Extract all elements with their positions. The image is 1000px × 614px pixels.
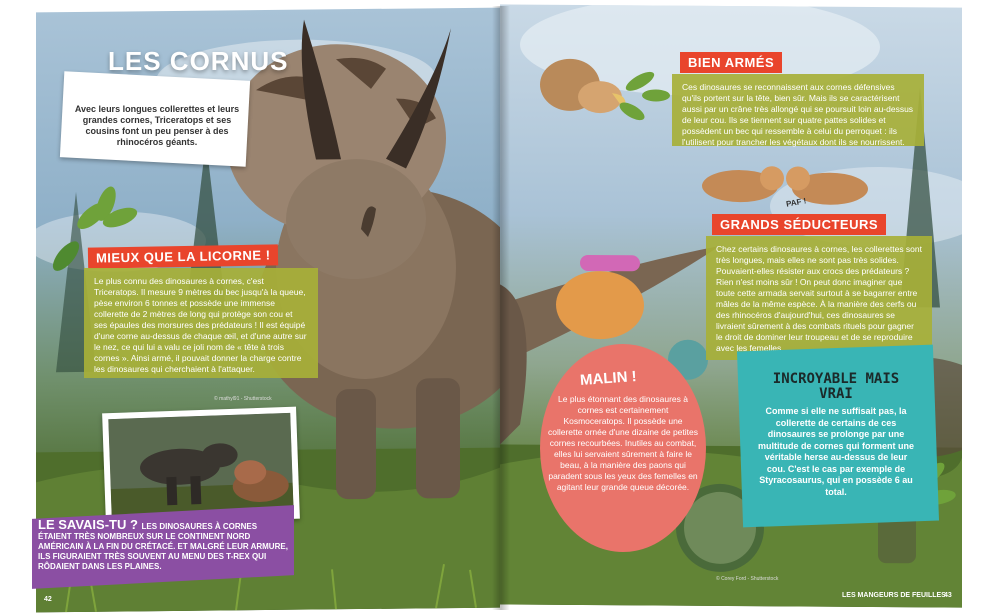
page-title: LES CORNUS xyxy=(108,46,289,76)
bien-armes-heading: BIEN ARMÉS xyxy=(680,52,782,73)
savais-tu-heading: LE SAVAIS-TU ? xyxy=(38,517,142,532)
trex-photo xyxy=(108,413,293,519)
spread-gutter xyxy=(492,6,510,610)
trex-photo-illustration xyxy=(108,413,293,519)
seducteurs-body: Chez certains dinosaures à cornes, les collerettes sont très longues, mais elles ne sont pas très solides. Pouvaient-elles résister aux crocs des prédateurs ? Rien n'est moins sûr ! On peut donc imaginer que toute cette armada servait surtout à se bagarrer entre mâles de la même espèce. À la manière des cerfs ou des rhinocéros d'aujourd'hui, ces dinosaures se livraient sûrement à des combats rituels pour gagner le droit de dominer leur troupeau et de se reproduire avec les femelles. xyxy=(706,236,932,360)
savais-tu-text xyxy=(38,517,290,572)
licorne-body: Le plus connu des dinosaures à cornes, c'est Triceratops. Il mesure 9 mètres du bec jusqu'à la queue, pèse environ 6 tonnes et possède une immense collerette de 2 mètres de long qui protège son cou et ses épaules des morsures des prédateurs ! Il est équipé d'une corne au-dessus de chaque œil, et d'une autre sur le nez, ce qui lui a valu ce joli nom de « tête à trois cornes ». Ainsi armé, il pouvait donner la charge contre les dinosaures qui cherchaient à l'attaquer. xyxy=(84,268,318,378)
malin-heading: MALIN ! xyxy=(579,368,638,389)
page-number-left: 42 xyxy=(44,596,52,603)
section-footer: LES MANGEURS DE FEUILLES xyxy=(842,592,946,599)
licorne-heading: MIEUX QUE LA LICORNE ! xyxy=(88,244,279,268)
page-number-right: 43 xyxy=(944,592,952,599)
sfx-paf: PAF ! xyxy=(785,196,807,209)
bien-armes-body: Ces dinosaures se reconnaissent aux cornes défensives qu'ils portent sur la tête, bien sûr. Mais ils se caractérisent aussi par un crâne très allongé qui se poursuit loin au-dessus de leur cou. Ils se tiennent sur quatre pattes solides et possèdent un bec qui ressemble à celui du perroquet : ils l'utilisent pour trancher les végétaux dont ils se nourrissent. xyxy=(672,74,924,146)
savais-tu-body: LES DINOSAURES À CORNES ÉTAIENT TRÈS NOMBREUX SUR LE CONTINENT NORD AMÉRICAIN À LA FIN DU CRÉTACÉ. ET MALGRÉ LEUR ARMURE, ILS FIGURAIENT TRÈS SOUVENT AU MENU DES T-REX QUI RÔDAIENT DANS LES PLAINES. xyxy=(38,522,288,571)
bottom-credit: © Corey Ford - Shutterstock xyxy=(716,576,779,582)
malin-body: Le plus étonnant des dinosaures à cornes est certainement Kosmoceratops. Il possède une collerette ornée d'une dizaine de petites cornes recourbées. Inutiles au combat, elles lui servaient sûrement à faire le beau, à la manière des paons qui paradent sous les yeux des femelles en agitant leur grande queue décorée. xyxy=(548,394,699,492)
incroyable-body: Comme si elle ne suffisait pas, la collerette de certains de ces dinosaures se prolonge par une multitude de cornes qui forment une véritable herse au-dessus de leur cou. C'est le cas par exemple de Styracosaurus, qui en possède 6 au total. xyxy=(757,406,914,497)
seducteurs-heading: GRANDS SÉDUCTEURS xyxy=(712,214,886,235)
intro-text: Avec leurs longues collerettes et leurs grandes cornes, Triceratops et ses cousins font un peu penser à des rhinocéros géants. xyxy=(74,104,240,147)
photo-credit: © mathyl91 - Shutterstock xyxy=(214,396,272,402)
incroyable-heading: INCROYABLE MAIS VRAI xyxy=(772,371,900,402)
